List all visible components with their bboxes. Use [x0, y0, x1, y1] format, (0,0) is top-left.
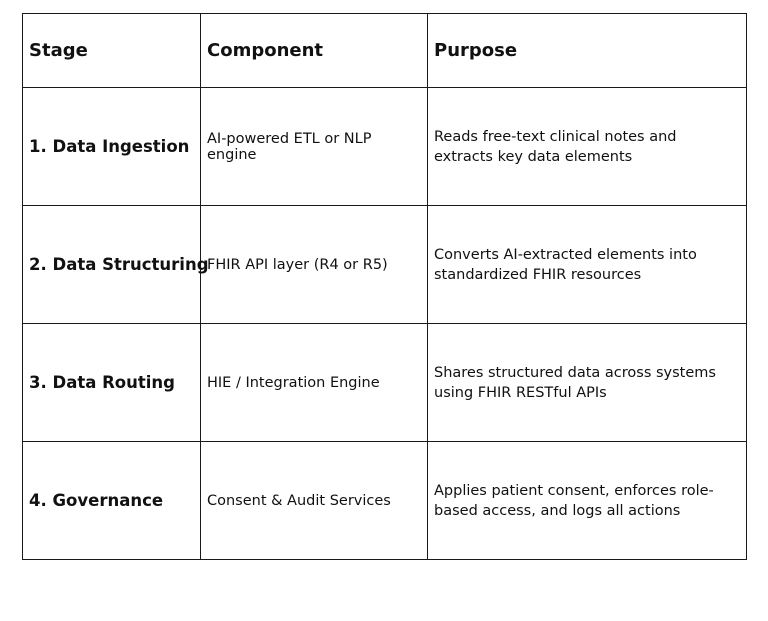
stage-cell: 2. Data Structuring	[23, 206, 201, 324]
pipeline-table	[22, 13, 747, 560]
purpose-cell: Shares structured data across systems using FHIR RESTful APIs	[428, 324, 747, 442]
component-cell: FHIR API layer (R4 or R5)	[201, 206, 428, 324]
stage-cell: 1. Data Ingestion	[23, 88, 201, 206]
component-cell: AI-powered ETL or NLP engine	[201, 88, 428, 206]
table-header	[23, 14, 747, 88]
header-purpose: Purpose	[428, 14, 747, 88]
table-body	[23, 88, 747, 560]
stage-cell: 4. Governance	[23, 442, 201, 560]
component-cell: HIE / Integration Engine	[201, 324, 428, 442]
table-row	[23, 442, 747, 560]
table-row	[23, 324, 747, 442]
header-component: Component	[201, 14, 428, 88]
purpose-cell: Reads free-text clinical notes and extracts key data elements	[428, 88, 747, 206]
table-row	[23, 206, 747, 324]
stage-cell: 3. Data Routing	[23, 324, 201, 442]
purpose-cell: Applies patient consent, enforces role-based access, and logs all actions	[428, 442, 747, 560]
table-row	[23, 88, 747, 206]
component-cell: Consent & Audit Services	[201, 442, 428, 560]
header-row	[23, 14, 747, 88]
header-stage: Stage	[23, 14, 201, 88]
purpose-cell: Converts AI-extracted elements into standardized FHIR resources	[428, 206, 747, 324]
